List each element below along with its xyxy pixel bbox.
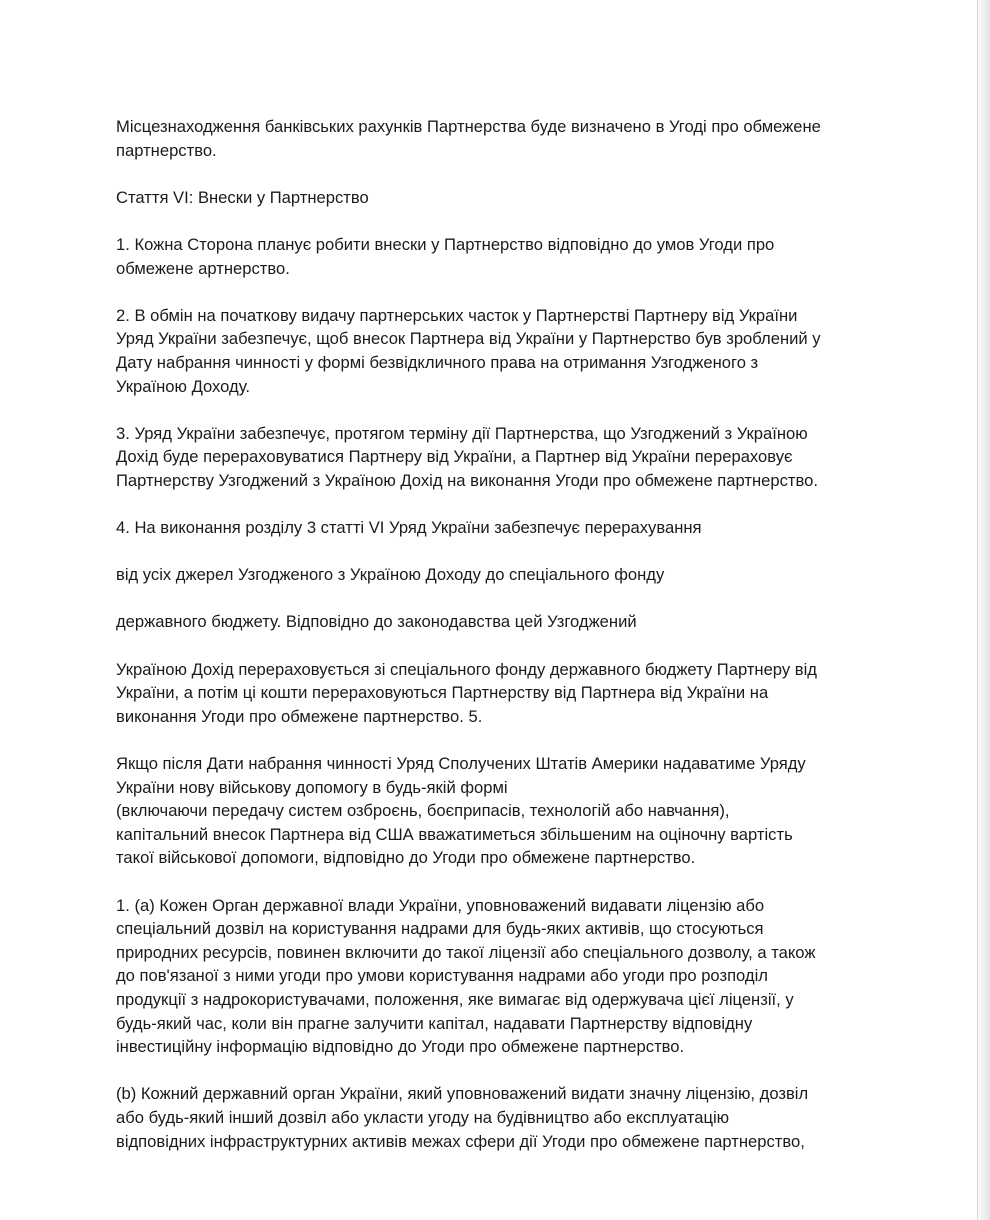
paragraph-us-military-aid (116, 752, 876, 870)
paragraph-clause-1b (116, 1082, 876, 1153)
text-line: Якщо після Дати набрання чинності Уряд Сполучених Штатів Америки надаватиме Уряду (116, 754, 806, 774)
heading-text: Стаття VI: Внески у Партнерство (116, 187, 369, 207)
text-line: Дохід буде перераховуватися Партнеру від України, а Партнер від України перераховує (116, 447, 793, 467)
text-line: Дату набрання чинності у формі безвідкличного права на отримання Узгодженого з (116, 352, 759, 372)
text-line: такої військової допомоги, відповідно до Угоди про обмежене партнерство. (116, 848, 696, 868)
text-line: спеціальний дозвіл на користування надрами для будь-яких активів, що стосуються (116, 919, 764, 939)
text-line: від усіх джерел Узгодженого з Україною Доходу до спеціального фонду (116, 565, 665, 585)
paragraph-clause-3 (116, 422, 876, 493)
text-line: України, а потім ці кошти перераховуються Партнерству від Партнера від України на (116, 683, 769, 703)
text-line: Партнерству Узгоджений з Україною Дохід на виконання Угоди про обмежене партнерство. (116, 470, 818, 490)
text-line: Україною Дохід перераховується зі спеціального фонду державного бюджету Партнеру від (116, 659, 817, 679)
page-edge-shadow (976, 0, 990, 1220)
text-line: партнерство. (116, 140, 217, 160)
paragraph-clause-2 (116, 304, 876, 398)
text-line: обмежене артнерство. (116, 258, 290, 278)
text-line: будь-який час, коли він прагне залучити капітал, надавати Партнерству відповідну (116, 1013, 753, 1033)
text-line: 4. На виконання розділу 3 статті VI Уряд України забезпечує перерахування (116, 518, 702, 538)
text-line: відповідних інфраструктурних активів межах сфери дії Угоди про обмежене партнерство, (116, 1131, 805, 1151)
text-line: 1. Кожна Сторона планує робити внески у Партнерство відповідно до умов Угоди про (116, 234, 775, 254)
text-line: (включаючи передачу систем озброєнь, боєприпасів, технологій або навчання), (116, 801, 730, 821)
text-line: 1. (а) Кожен Орган державної влади України, уповноважений видавати ліцензію або (116, 895, 765, 915)
text-line: виконання Угоди про обмежене партнерство. 5. (116, 706, 483, 726)
paragraph-clause-4-continued (116, 610, 876, 634)
paragraph-clause-1a (116, 894, 876, 1059)
text-line: природних ресурсів, повинен включити до такої ліцензії або спеціального дозволу, а також (116, 942, 816, 962)
article-heading (116, 186, 876, 210)
text-line: державного бюджету. Відповідно до законодавства цей Узгоджений (116, 612, 637, 632)
text-line: або будь-який інший дозвіл або укласти угоду на будівництво або експлуатацію (116, 1107, 730, 1127)
paragraph-clause-4-continued (116, 658, 876, 729)
text-line: до пов'язаної з ними угоди про умови користування надрами або угоди про розподіл (116, 966, 768, 986)
text-line: інвестиційну інформацію відповідно до Угоди про обмежене партнерство. (116, 1037, 685, 1057)
text-line: капітальний внесок Партнера від США вважатиметься збільшеним на оціночну вартість (116, 824, 793, 844)
document-body (116, 115, 876, 1177)
text-line: Україною Доходу. (116, 376, 250, 396)
text-line: продукції з надрокористувачами, положення, яке вимагає від одержувача цієї ліцензії, у (116, 989, 794, 1009)
page-edge-divider (977, 0, 978, 1220)
text-line: 3. Уряд України забезпечує, протягом терміну дії Партнерства, що Узгоджений з Україною (116, 423, 808, 443)
paragraph-clause-1 (116, 233, 876, 280)
paragraph-bank-accounts (116, 115, 876, 162)
text-line: України нову військову допомогу в будь-якій формі (116, 777, 508, 797)
text-line: Уряд України забезпечує, щоб внесок Партнера від України у Партнерство був зроблений у (116, 329, 821, 349)
text-line: (b) Кожний державний орган України, який уповноважений видати значну ліцензію, дозвіл (116, 1084, 809, 1104)
paragraph-clause-4-continued (116, 563, 876, 587)
text-line: Місцезнаходження банківських рахунків Партнерства буде визначено в Угоді про обмежене (116, 117, 821, 136)
text-line: 2. В обмін на початкову видачу партнерських часток у Партнерстві Партнеру від України (116, 305, 798, 325)
paragraph-clause-4 (116, 516, 876, 540)
